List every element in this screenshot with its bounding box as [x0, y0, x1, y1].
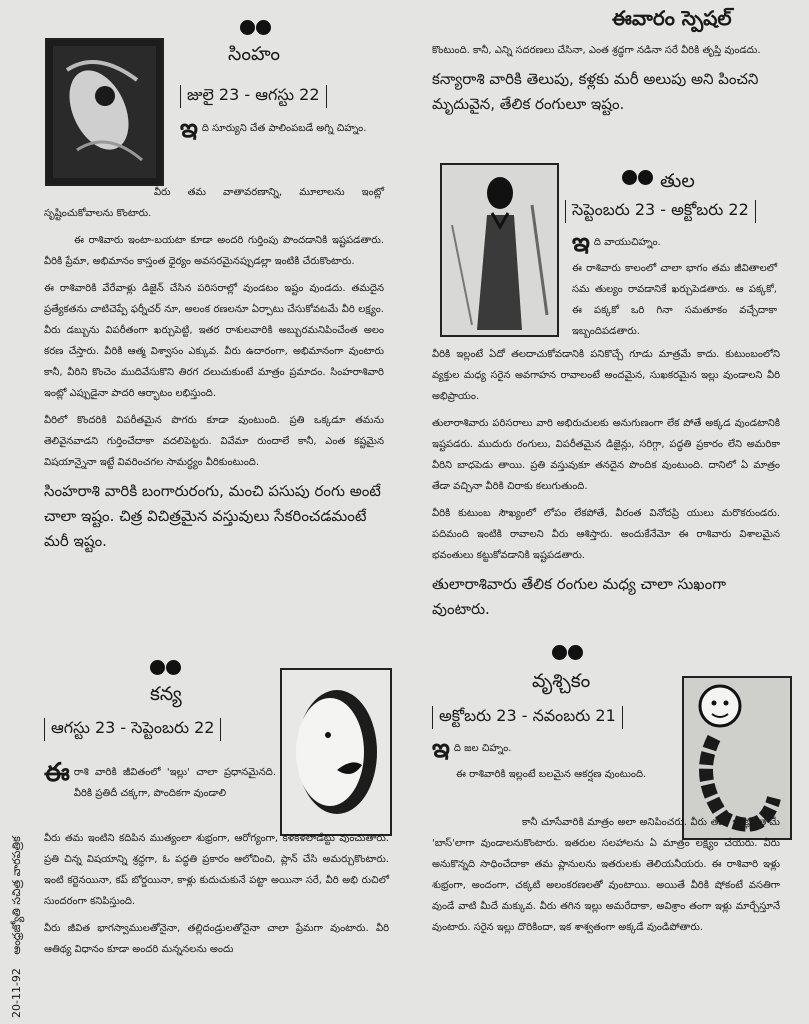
scorpio-intro: [432, 734, 677, 764]
leo-para-1: వీరు తమ వాతావరణాన్ని, మూలాలను ఇంట్లో సృష్టించుకోవాలను కొంటారు.: [44, 187, 384, 219]
dot: [166, 660, 181, 675]
leo-intro: [180, 114, 370, 144]
libra-intro-text: ది వాయుచిహ్నం.: [593, 237, 661, 248]
leo-para-3: ఈ రాశివారికి వేరేవాళ్లు డిజైన్ చేసిన పరిసరాల్లో వుండటం ఇష్టం వుండదు. తమదైన ప్రత్యేకతను చాటిచెప్పే ఫర్నీచర్ నూ, అలంక రణలనూ ఏర్పాటు చేసుకోవటమే వీరి లక్ష్యం. వీరు డబ్బును విపరీతంగా ఖర్చుపెట్టి, ఇతర రాశులవారికి అబ్బురమనిపించేంత అలం కరణ చేస్తారు. వీరికి ఆత్మ విశ్వాసం ఎక్కువ. వీరు ఉదారంగా, అభిమానంగా వుంటారు కానీ, వీరిని కొంచెం ముదివేసుకొని తిరగ దలుచుకుంటే మాత్రం ప్రమాదం. సింహరాశివారి ఇంట్లో ఎప్పుడైనా పాదరి ఆర్భాటం లభిస్తుంది.: [44, 283, 384, 399]
page-header: ఈవారం స్పెషల్: [612, 6, 732, 30]
virgo-dates: ఆగస్టు 23 - సెప్టెంబరు 22: [44, 718, 221, 741]
virgo-icon: [150, 660, 181, 675]
leo-dates: జులై 23 - ఆగస్టు 22: [180, 85, 327, 108]
leo-para-2: ఈ రాశివారు ఇంటా-బయటా కూడా అందరి గుర్తింపు పొందడానికి ఇష్టపడతారు. వీరికి ప్రేమా, అభిమానం కాస్తంత ధైర్యం అవసరమైనప్పుడల్లా ఇంటికి చేరుకొంటారు.: [44, 235, 384, 267]
dot: [638, 170, 653, 185]
libra-intro: [572, 228, 777, 258]
virgo-intro-text: రాశి వారికి జీవితంలో 'ఇల్లు' చాలా ప్రధానమైనది. వీరికి ప్రతిదీ చక్కగా, పొందికగా వుండాలి: [73, 767, 276, 799]
leo-body: [44, 182, 384, 554]
libra-para-2: వీరికి ఇల్లంటే ఏదో తలదాచుకోవడానికి పనికొచ్చే గూడు మాత్రమే కాదు. కుటుంబంలోని వ్యక్తుల మధ్య సరైన అవగాహన రావాలంటే అందమైన, సుఖకరమైన ఇల్లు వుండాలని వీరి అభిప్రాయం.: [432, 349, 780, 402]
scorpio-para-1: ఈ రాశివారికి ఇల్లంటే బలమైన ఆకర్షణ వుంటుంది.: [456, 769, 647, 780]
libra-body-top: [572, 258, 777, 342]
margin-issue-date: [10, 836, 26, 1018]
libra-para-1: ఈ రాశివారు కాలంలో చాలా భాగం తమ జీవితాలలో సమ తుల్యం రావడానికే ఖర్చుపెడతారు. ఆ పక్కకో, ఈ పక్కకో ఒరి గినా సమతూకం వచ్చేదాకా ఇబ్బందిపడతారు.: [572, 263, 777, 337]
dot: [552, 645, 567, 660]
leo-icon: [240, 20, 271, 35]
leo-summary: సింహరాశి వారికి బంగారురంగు, మంచి పసుపు రంగు అంటే చాలా ఇష్టం. చిత్ర విచిత్రమైన వస్తువులు సేకరించడమంటే మరీ ఇష్టం.: [44, 482, 381, 550]
dot: [150, 660, 165, 675]
magazine-name: ఆంధ్రజ్యోతి సచిత్ర వారపత్రిక: [10, 836, 23, 955]
leo-dropcap: ఇ: [180, 114, 198, 144]
leo-title: సింహం: [228, 43, 281, 65]
scorpio-body-top: [432, 764, 677, 785]
leo-intro-text: ది సూర్యుని చేత పాలింపబడే అగ్ని చిహ్నం.: [201, 123, 367, 134]
scorpio-dropcap: ఇ: [432, 734, 450, 764]
leo-illustration: [45, 38, 164, 186]
libra-para-3: తులారాశివారు పరిసరాలు వారి అభిరుచులకు అనుగుణంగా లేక పోతే అక్కడ వుండటానికి ఇష్టపడరు. ముదురు రంగులు, విపరీతమైన డిజైన్లు, సరిగ్గా, పద్ధతి ప్రకారం లేని అమరికా వీరిని బాధపెడు తాయి. ప్రతి వస్తువుకూ తనదైన పొందిక వుంటుంది. దానిలో ఏ మాత్రం తేడా వచ్చినా వీరికి చిరాకు కలుగుతుంది.: [432, 418, 780, 492]
virgo-continued: [432, 40, 780, 117]
scorpio-body: [432, 812, 780, 938]
scorpio-icon: [552, 645, 583, 660]
libra-para-4: వీరికి కుటుంబ సౌఖ్యంలో లోపం లేకపోతే, వీరంత వినోదప్రి యులు మరొకరుండరు. పదిమంది ఇంటికి రావాలని వీరు ఆశిస్తారు. అందుకేనేమో ఈ రాశివారు విశాలమైన భవంతులు కట్టుకోవడానికి ఇష్టపడతారు.: [432, 508, 780, 561]
dot: [240, 20, 255, 35]
issue-date: 20-11-92: [10, 968, 23, 1018]
leo-para-4: వీరిలో కొందరికి విపరీతమైన పొగరు కూడా వుంటుంది. ప్రతి ఒక్కడూ తమను తెలివైనవాడని గుర్తించేదాకా వదలిపెట్టరు. వివేమా రుందాలే కానీ, ఎంత కష్టమైన విషయాన్నైనా ఇట్టే వివరించగల సామర్ధ్యం వీరికుంటుంది.: [44, 415, 384, 468]
virgo-art-svg: [282, 670, 390, 834]
libra-illustration: [440, 163, 559, 337]
virgo-body: [44, 828, 389, 960]
libra-title: తుల: [660, 170, 695, 192]
virgo-dropcap: ఈ: [44, 758, 70, 788]
scorpio-title: వృశ్చికం: [532, 670, 591, 692]
libra-icon: [622, 170, 653, 185]
scorpio-para-2: కానీ చూసేవారికి మాత్రం అలా అనిపించరు. వీరు తమ ఇంట్లో తామే 'బాస్'లాగా వుండాలనుకొంటారు. ఇతరుల సలహాలను ఏ మాత్రం లక్ష్యం చేయరు. వీరు అనుకొన్నది సాధించేదాకా తమ ప్లానులను ఇతరులకు తెలియనీయరు. ఈ రాశివారి ఇళ్లు శుభ్రంగా, అందంగా, చక్కటి అలంకరణలతో వుంటాయి. అయితే వీరికి షోకంటే వసతిగా వుండే వాటి మీదే మక్కువ. వీరు తగిన ఇల్లు అమరేదాకా, అవిశ్రాం తంగా ఇళ్లు మార్చేస్తూనే వుంటారు. సరైన ఇల్లు దొరికిందా, ఇక శాశ్వతంగా అక్కడే వుండిపోతారు.: [432, 817, 780, 933]
leo-art-svg: [47, 40, 162, 184]
dot: [622, 170, 637, 185]
libra-body: [432, 344, 780, 622]
libra-summary: తులారాశివారు తేలిక రంగుల మధ్య చాలా సుఖంగా వుంటారు.: [432, 575, 727, 618]
libra-art-svg: [442, 165, 557, 335]
scorpio-intro-text: ది జల చిహ్నం.: [453, 743, 512, 754]
libra-dropcap: ఇ: [572, 228, 590, 258]
virgo-para-1: వీరు తమ ఇంటిని కదిపిన ముత్యంలా శుభ్రంగా, ఆరోగ్యంగా, కళకళలాడేట్టు వుంచుతారు. ప్రతి చిన్న విషయాన్ని శ్రద్ధగా, ఓ పద్ధతి ప్రకారం ఆలోచించి, ప్లాన్ చేసి అమర్చుకొంటారు. ఇంటి కర్టెనయినా, కప్ బోర్డయినా, కాళ్లు కుదుచుకునే పట్టా అయినా సరే, వీరి అభి రుచిలో సుందరంగా కనిపిస్తుంది.: [44, 833, 389, 907]
libra-dates: సెప్టెంబరు 23 - అక్టోబరు 22: [565, 200, 756, 223]
virgo-title: కన్య: [150, 683, 182, 705]
virgo-para-2: వీరు జీవిత భాగస్వాములతోనైనా, తల్లిదండ్రులతోనైనా చాలా ప్రేమగా వుంటారు. వీరి ఆతిథ్య విధానం కూడా అందరి మన్ననలను అందు: [44, 923, 389, 955]
virgo-cont-para: కొంటుంది. కానీ, ఎన్ని సదరణలు చేసినా, ఎంత శ్రద్ధగా నడినా సరే వీరికి తృప్తి వుండదు.: [432, 45, 761, 56]
virgo-illustration: [280, 668, 392, 836]
dot: [568, 645, 583, 660]
virgo-intro: [44, 758, 276, 804]
dot: [256, 20, 271, 35]
virgo-summary: కన్యారాశి వారికి తెలుపు, కళ్లకు మరీ అలుపు అని పించని మృదువైన, తేలిక రంగులూ ఇష్టం.: [432, 70, 759, 113]
scorpio-dates: అక్టోబరు 23 - నవంబరు 21: [432, 706, 623, 729]
